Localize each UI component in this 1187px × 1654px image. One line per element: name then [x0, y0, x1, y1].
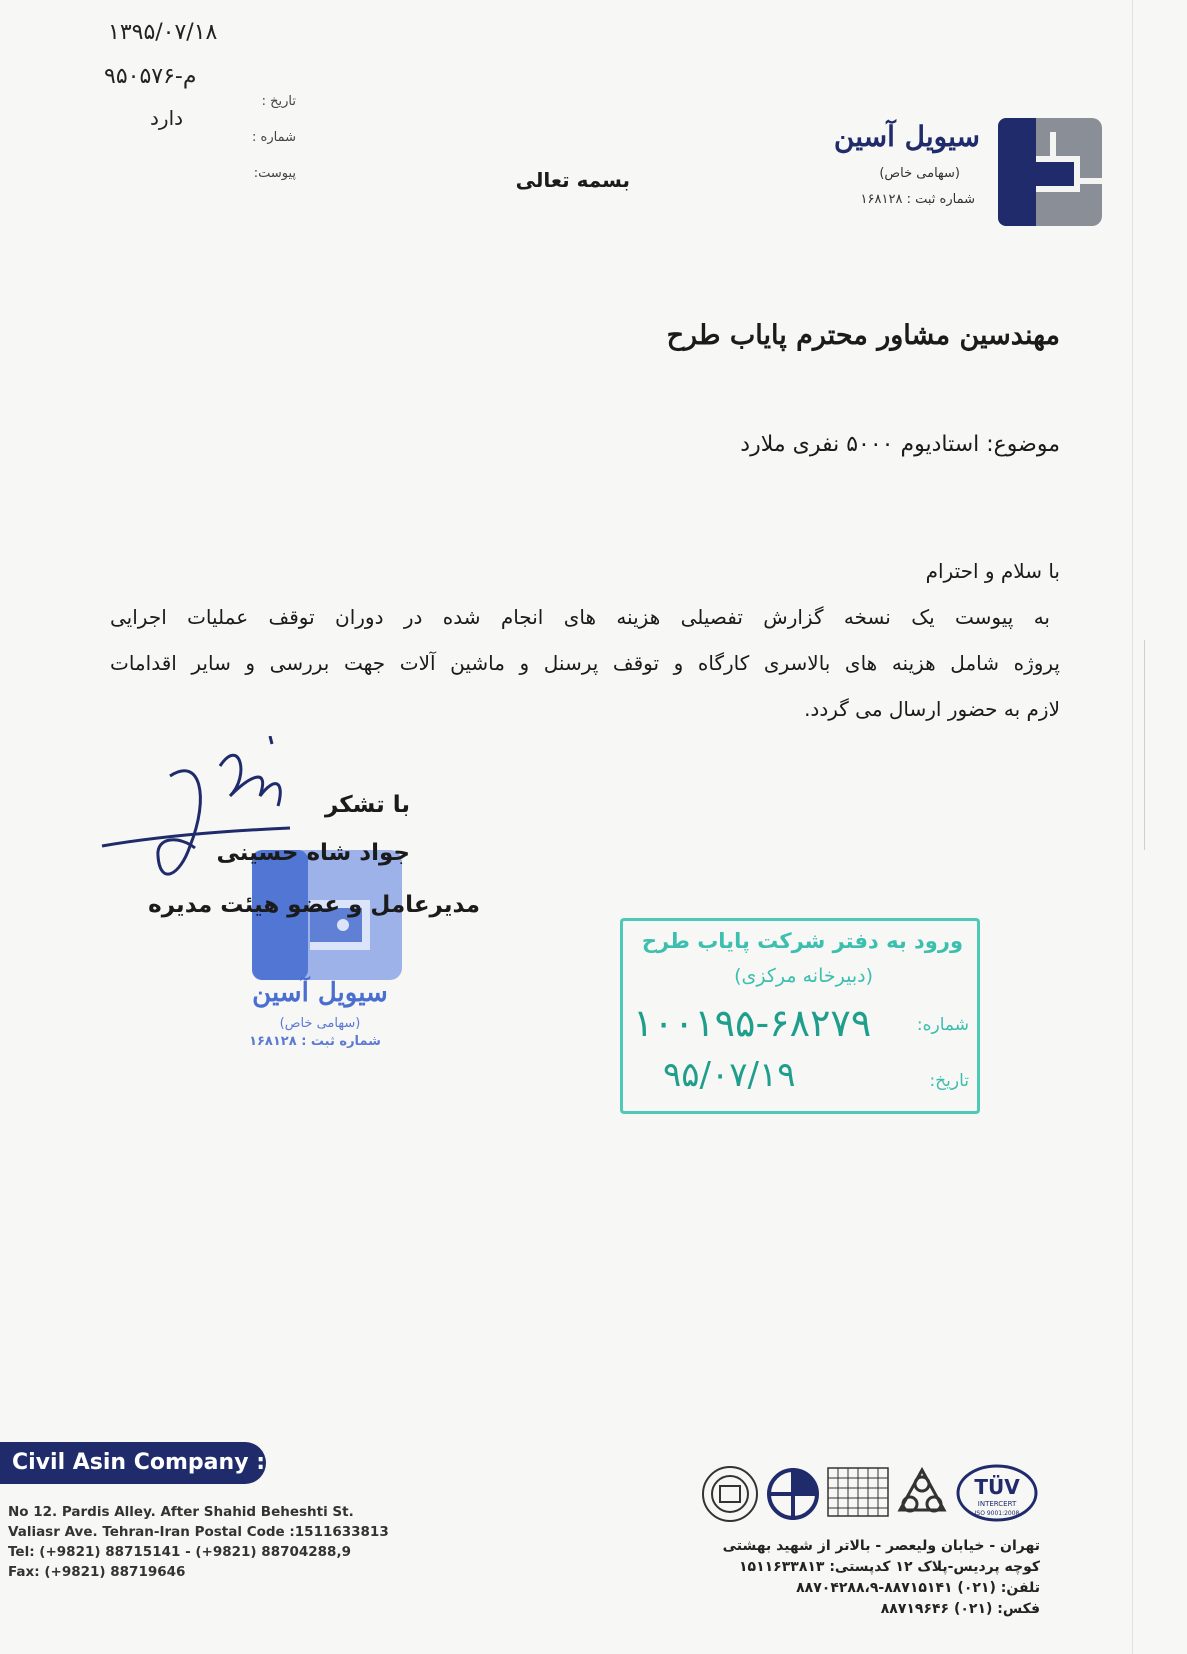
iso-seal-icon: [700, 1464, 760, 1524]
receipt-stamp: [620, 918, 980, 1114]
footer-address-fa-line: تهران - خیابان ولیعصر - بالاتر از شهید بهشتی: [722, 1538, 1040, 1554]
company-stamp-registration: شماره ثبت : ۱۶۸۱۲۸: [249, 1034, 381, 1049]
cert-tuv: TÜV: [974, 1475, 1020, 1499]
footer-company-label: Civil Asin Company :: [0, 1442, 266, 1484]
footer-address-en-line: Valiasr Ave. Tehran-Iran Postal Code :1511633813: [8, 1524, 389, 1540]
company-type: (سهامی خاص): [879, 166, 960, 181]
body-line: لازم به حضور ارسال می گردد.: [804, 697, 1060, 721]
greeting: با سلام و احترام: [925, 559, 1060, 583]
handwritten-number: م-۹۵۰۵۷۶: [104, 64, 197, 89]
body-line: به پیوست یک نسخه گزارش تفصیلی هزینه های انجام شده در دوران توقف عملیات اجرایی: [110, 605, 1050, 629]
footer-address-fa-line: تلفن: (۰۲۱) ۸۸۷۱۵۱۴۱-۸۸۷۰۴۲۸۸،۹: [796, 1580, 1040, 1596]
signer-name: جواد شاه حسینی: [216, 840, 410, 866]
receipt-stamp-line1: ورود به دفتر شرکت پایاب طرح: [641, 929, 963, 953]
certification-mark-icon: [764, 1464, 822, 1524]
footer-address-en-line: Fax: (+9821) 88719646: [8, 1564, 186, 1580]
page-edge: [1132, 0, 1133, 1654]
subject: موضوع: استادیوم ۵۰۰۰ نفری ملارد: [740, 432, 1060, 457]
attachment-label: پیوست:: [253, 166, 296, 181]
receipt-date-value: ۹۵/۰۷/۱۹: [663, 1055, 796, 1095]
number-label: شماره :: [252, 130, 296, 145]
footer-address-fa-line: کوچه پردیس-پلاک ۱۲ کدپستی: ۱۵۱۱۶۳۳۸۱۳: [739, 1559, 1040, 1575]
cert-iso: ISO 9001:2008: [974, 1510, 1020, 1517]
tuv-intercert-logo-icon: [956, 1464, 1038, 1522]
recipient: مهندسین مشاور محترم پایاب طرح: [666, 320, 1060, 351]
footer-address-en: [8, 1502, 389, 1582]
footer-address-fa: [700, 1536, 1040, 1620]
company-logo-icon: [998, 118, 1102, 226]
triangle-logo-icon: [894, 1464, 950, 1520]
date-label: تاریخ :: [261, 94, 296, 109]
handwritten-attachment: دارد: [150, 106, 184, 130]
receipt-date-label: تاریخ:: [929, 1071, 969, 1091]
footer-address-fa-line: فکس: (۰۲۱) ۸۸۷۱۹۶۴۶: [880, 1601, 1040, 1617]
certification-logos: [700, 1464, 1040, 1526]
building-grid-icon: [826, 1464, 890, 1520]
footer-address-en-line: Tel: (+9821) 88715141 - (+9821) 88704288,9: [8, 1544, 351, 1560]
footer-address-en-line: No 12. Pardis Alley. After Shahid Beheshti St.: [8, 1504, 354, 1520]
closing: با تشکر: [324, 792, 410, 818]
page-edge-mark: [1144, 640, 1145, 850]
company-registration: شماره ثبت : ۱۶۸۱۲۸: [860, 192, 975, 207]
basmala: بسمه تعالی: [515, 168, 630, 192]
body-line: پروژه شامل هزینه های بالاسری کارگاه و توقف پرسنل و ماشین آلات جهت بررسی و سایر اقدامات: [110, 651, 1060, 675]
meta-labels: [236, 84, 296, 192]
company-name: سیویل آسین: [833, 120, 980, 153]
receipt-stamp-line2: (دبیرخانه مرکزی): [734, 965, 873, 987]
letter-body: [110, 548, 1060, 732]
receipt-number-value: ۱۰۰۱۹۵-۶۸۲۷۹: [633, 1001, 872, 1045]
company-stamp-name: سیویل آسین: [252, 978, 388, 1008]
receipt-number-label: شماره:: [916, 1015, 969, 1035]
handwritten-date: ۱۳۹۵/۰۷/۱۸: [108, 20, 218, 45]
cert-intercert: INTERCERT: [977, 1500, 1017, 1508]
signer-title: مدیرعامل و عضو هیئت مدیره: [148, 892, 480, 918]
company-stamp-type: (سهامی خاص): [279, 1016, 361, 1031]
